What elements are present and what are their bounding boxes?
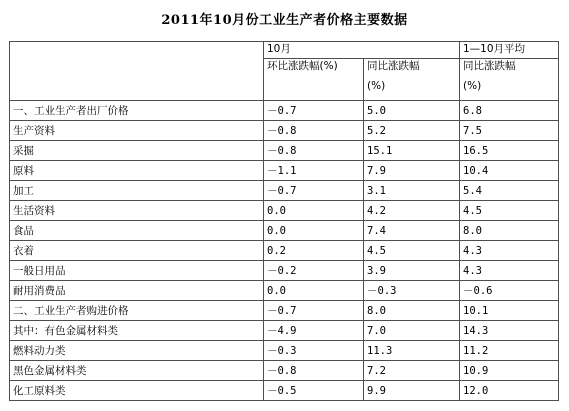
ytd-value: 7.5 [460,121,559,141]
header-yoy-unit: (%) [367,80,386,93]
ytd-value: 16.5 [460,141,559,161]
yoy-value: 4.2 [364,201,460,221]
yoy-value: 15.1 [364,141,460,161]
mom-value: －0.2 [264,261,364,281]
row-label: 原料 [10,161,264,181]
ytd-value: 11.2 [460,341,559,361]
mom-value: －1.1 [264,161,364,181]
mom-value: －0.7 [264,181,364,201]
ytd-value: 8.0 [460,221,559,241]
yoy-value: 3.9 [364,261,460,281]
header-group-october: 10月 [264,42,460,59]
yoy-value: 3.1 [364,181,460,201]
mom-value: 0.0 [264,221,364,241]
table-row [10,201,559,221]
yoy-value: 5.2 [364,121,460,141]
row-label: 食品 [10,221,264,241]
table-row [10,121,559,141]
ytd-value: －0.6 [460,281,559,301]
ytd-value: 4.5 [460,201,559,221]
ytd-value: 12.0 [460,381,559,401]
ytd-value: 4.3 [460,241,559,261]
mom-value: －0.5 [264,381,364,401]
mom-value: －4.9 [264,321,364,341]
row-label: 衣着 [10,241,264,261]
ytd-value: 14.3 [460,321,559,341]
row-label: 燃料动力类 [10,341,264,361]
table-row [10,261,559,281]
row-label: 生产资料 [10,121,264,141]
header-mom-label: 环比涨跌幅(%) [267,60,338,73]
header-yoy-label: 同比涨跌幅 [367,60,420,73]
yoy-value: 11.3 [364,341,460,361]
row-label: 耐用消费品 [10,281,264,301]
ytd-value: 6.8 [460,101,559,121]
header-row-groups [10,42,559,59]
row-label: 采掘 [10,141,264,161]
mom-value: －0.7 [264,101,364,121]
table-row [10,221,559,241]
table-row [10,301,559,321]
yoy-value: 7.4 [364,221,460,241]
table-row [10,321,559,341]
mom-value: 0.0 [264,281,364,301]
row-label: 一、工业生产者出厂价格 [10,101,264,121]
header-ytd-change [460,59,559,101]
mom-value: 0.0 [264,201,364,221]
yoy-value: 9.9 [364,381,460,401]
table-row [10,161,559,181]
ytd-value: 10.9 [460,361,559,381]
table-row [10,381,559,401]
header-ytd-unit: (%) [463,80,482,93]
mom-value: －0.8 [264,121,364,141]
table-body [10,101,559,401]
header-yoy-change [364,59,460,101]
mom-value: 0.2 [264,241,364,261]
yoy-value: －0.3 [364,281,460,301]
ytd-value: 10.1 [460,301,559,321]
row-label: 其中：有色金属材料类 [10,321,264,341]
ytd-value: 5.4 [460,181,559,201]
table-row [10,181,559,201]
row-label: 加工 [10,181,264,201]
yoy-value: 5.0 [364,101,460,121]
row-label: 一般日用品 [10,261,264,281]
table-row [10,101,559,121]
row-label: 黑色金属材料类 [10,361,264,381]
yoy-value: 8.0 [364,301,460,321]
yoy-value: 7.0 [364,321,460,341]
table-row [10,141,559,161]
yoy-value: 7.9 [364,161,460,181]
page-title: 2011年10月份工业生产者价格主要数据 [161,13,408,28]
mom-value: －0.8 [264,361,364,381]
header-ytd-label: 同比涨跌幅 [463,60,516,73]
table-row [10,281,559,301]
yoy-value: 7.2 [364,361,460,381]
header-mom-change [264,59,364,101]
header-group-ytd: 1—10月平均 [460,42,559,59]
table-row [10,361,559,381]
row-label: 生活资料 [10,201,264,221]
header-corner-cell [10,42,264,101]
yoy-value: 4.5 [364,241,460,261]
mom-value: －0.3 [264,341,364,361]
mom-value: －0.8 [264,141,364,161]
ytd-value: 10.4 [460,161,559,181]
table-row [10,341,559,361]
price-data-table [9,41,559,401]
table-row [10,241,559,261]
mom-value: －0.7 [264,301,364,321]
ytd-value: 4.3 [460,261,559,281]
row-label: 二、工业生产者购进价格 [10,301,264,321]
row-label: 化工原料类 [10,381,264,401]
